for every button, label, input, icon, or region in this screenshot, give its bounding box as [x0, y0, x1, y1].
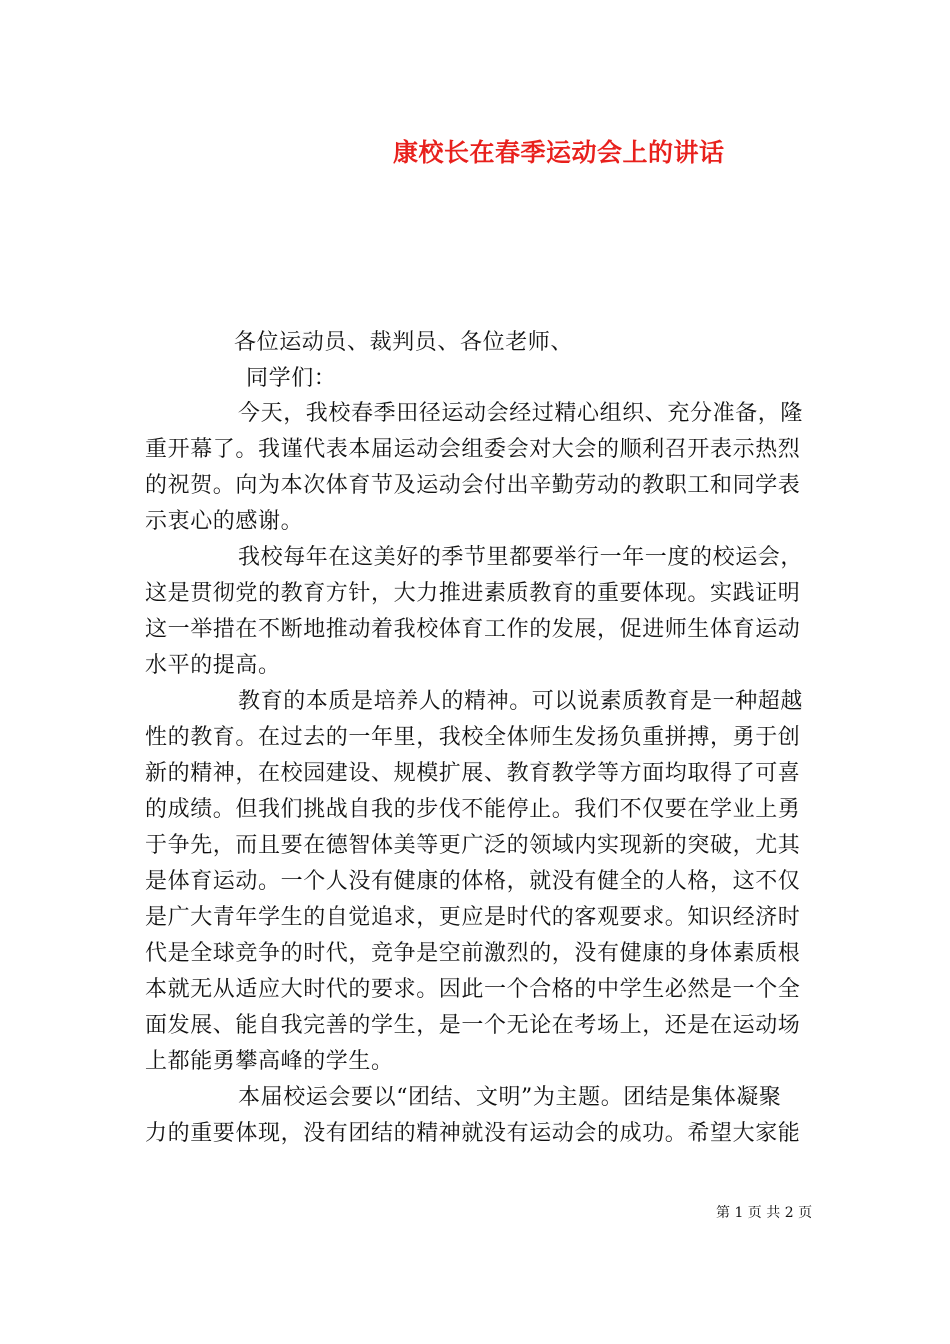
paragraph-line: 教育的本质是培养人的精神。可以说素质教育是一种超越	[238, 689, 804, 714]
paragraph-line: 面发展、能自我完善的学生，是一个无论在考场上，还是在运动场	[145, 1013, 801, 1038]
paragraph-line: 于争先，而且要在德智体美等更广泛的领域内实现新的突破，尤其	[145, 833, 801, 858]
paragraph-line: 是体育运动。一个人没有健康的体格，就没有健全的人格，这不仅	[145, 869, 801, 894]
paragraph-line: 是广大青年学生的自觉追求，更应是时代的客观要求。知识经济时	[145, 905, 801, 930]
page-number: 第 1 页 共 2 页	[716, 1205, 813, 1221]
paragraph-line: 性的教育。在过去的一年里，我校全体师生发扬负重拼搏，勇于创	[145, 725, 801, 750]
paragraph-line: 本届校运会要以“团结、文明”为主题。团结是集体凝聚	[238, 1085, 782, 1110]
paragraph-line: 的祝贺。向为本次体育节及运动会付出辛勤劳动的教职工和同学表	[145, 473, 801, 498]
paragraph-line: 示衷心的感谢。	[145, 509, 304, 534]
document-title: 康校长在春季运动会上的讲话	[393, 138, 725, 167]
salutation-line: 同学们：	[246, 366, 337, 391]
paragraph-line: 本就无从适应大时代的要求。因此一个合格的中学生必然是一个全	[145, 977, 801, 1002]
salutation-line: 各位运动员、裁判员、各位老师、	[234, 330, 574, 355]
paragraph-line: 重开幕了。我谨代表本届运动会组委会对大会的顺利召开表示热烈	[145, 437, 801, 462]
paragraph-line: 上都能勇攀高峰的学生。	[145, 1049, 394, 1074]
paragraph-line: 这是贯彻党的教育方针，大力推进素质教育的重要体现。实践证明	[145, 581, 801, 606]
paragraph-line: 的成绩。但我们挑战自我的步伐不能停止。我们不仅要在学业上勇	[145, 797, 801, 822]
paragraph-line: 新的精神，在校园建设、规模扩展、教育教学等方面均取得了可喜	[145, 761, 801, 786]
paragraph-line: 今天，我校春季田径运动会经过精心组织、充分准备，隆	[238, 401, 804, 426]
paragraph-line: 水平的提高。	[145, 653, 281, 678]
paragraph-line: 这一举措在不断地推动着我校体育工作的发展，促进师生体育运动	[145, 617, 801, 642]
paragraph-line: 代是全球竞争的时代，竞争是空前激烈的，没有健康的身体素质根	[145, 941, 801, 966]
paragraph-line: 力的重要体现，没有团结的精神就没有运动会的成功。希望大家能	[145, 1121, 801, 1146]
paragraph-line: 我校每年在这美好的季节里都要举行一年一度的校运会，	[238, 545, 804, 570]
